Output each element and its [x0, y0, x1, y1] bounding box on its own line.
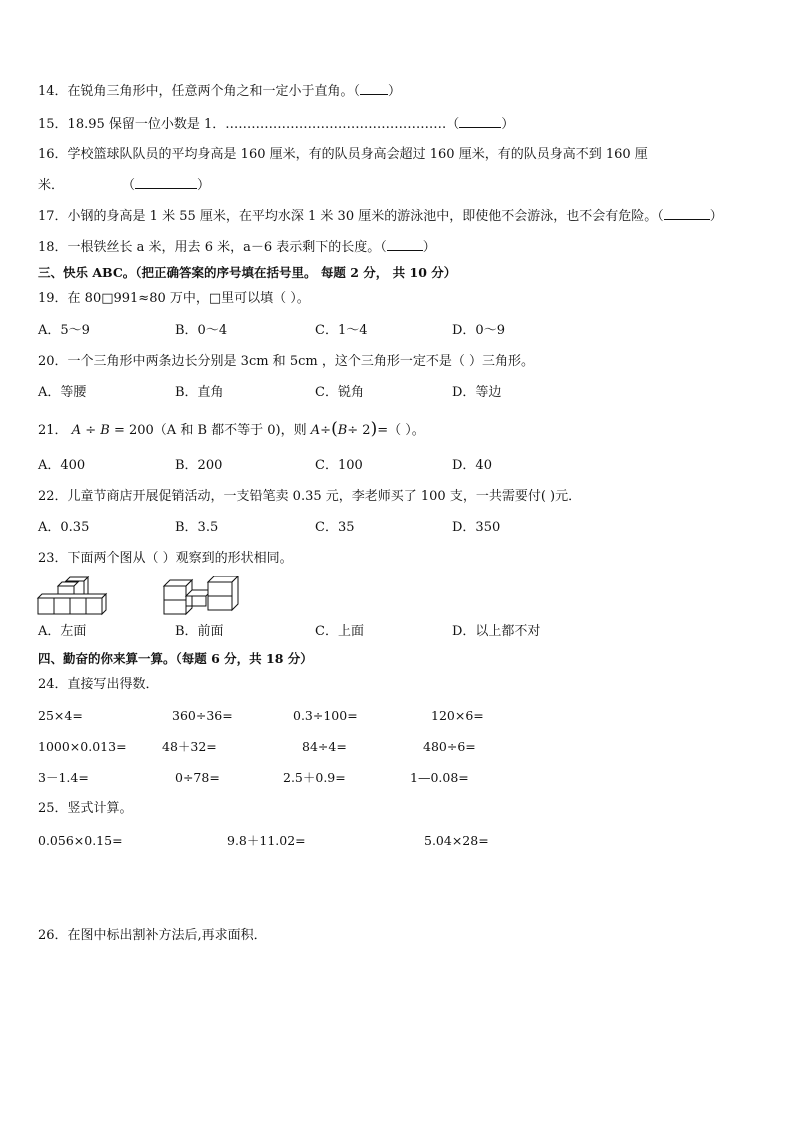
q22-option-c[interactable]: C．35 — [315, 520, 355, 535]
q23-option-d[interactable]: D．以上都不对 — [452, 624, 541, 639]
q22-option-a[interactable]: A．0.35 — [38, 520, 90, 535]
calc-item: 3－1.4= — [38, 770, 89, 785]
question-22: 22．儿童节商店开展促销活动，一支铅笔卖 0.35 元，李老师买了 100 支，一共需要付( )元． — [38, 489, 582, 504]
question-19: 19．在 80□991≈80 万中，□里可以填（ ）。 — [38, 291, 310, 306]
section-4-heading: 四、勤奋的你来算一算。（每题 6 分，共 18 分） — [38, 651, 313, 666]
question-14: 14．在锐角三角形中，任意两个角之和一定小于直角。（ ） — [38, 84, 402, 99]
q21-option-c[interactable]: C．100 — [315, 458, 363, 473]
q21-option-a[interactable]: A．400 — [38, 458, 86, 473]
question-15: 15．18.95 保留一位小数是 1．……………………………………………（ ） — [38, 117, 515, 132]
answer-blank[interactable] — [135, 176, 197, 189]
question-17: 17．小钢的身高是 1 米 55 厘米，在平均水深 1 米 30 厘米的游泳池中，即使他不会游泳，也不会有危险。（ ） — [38, 209, 723, 224]
calc-item: 2.5＋0.9= — [283, 770, 346, 785]
q20-option-b[interactable]: B．直角 — [175, 385, 224, 400]
q19-option-b[interactable]: B．0～4 — [175, 323, 228, 338]
question-18: 18．一根铁丝长 a 米，用去 6 米，a－6 表示剩下的长度。（ ） — [38, 240, 436, 255]
vertical-calc-item: 0.056×0.15= — [38, 833, 123, 848]
question-16-line-2: 米． （ ） — [38, 178, 211, 193]
q23-option-a[interactable]: A．左面 — [38, 624, 87, 639]
answer-blank[interactable] — [360, 82, 388, 95]
question-20: 20．一个三角形中两条边长分别是 3cm 和 5cm ，这个三角形一定不是（ ）三角形。 — [38, 354, 534, 369]
question-16-text: 16．学校篮球队队员的平均身高是 160 厘米，有的队员身高会超过 160 厘米，有的队员身高不到 160 厘 — [38, 147, 648, 162]
calc-item: 0÷78= — [175, 770, 220, 785]
cube-figure-2 — [162, 576, 242, 616]
answer-blank[interactable] — [664, 207, 710, 220]
question-23: 23．下面两个图从（ ）观察到的形状相同。 — [38, 551, 293, 566]
question-14-text: 14．在锐角三角形中，任意两个角之和一定小于直角。（ — [38, 84, 361, 99]
answer-blank[interactable] — [387, 238, 423, 251]
vertical-calc-item: 9.8＋11.02= — [227, 833, 306, 848]
question-18-text: 18．一根铁丝长 a 米，用去 6 米，a－6 表示剩下的长度。（ — [38, 240, 387, 255]
cube-figure-1 — [36, 576, 110, 616]
q20-option-a[interactable]: A．等腰 — [38, 385, 87, 400]
q21-option-b[interactable]: B．200 — [175, 458, 223, 473]
q23-option-b[interactable]: B．前面 — [175, 624, 224, 639]
calc-item: 480÷6= — [423, 739, 476, 754]
q19-option-c[interactable]: C．1～4 — [315, 323, 368, 338]
calc-item: 48＋32= — [162, 739, 217, 754]
question-16-line-1 — [38, 146, 648, 164]
calc-item: 84÷4= — [302, 739, 347, 754]
q20-option-d[interactable]: D．等边 — [452, 385, 502, 400]
question-15-text: 15．18.95 保留一位小数是 1．……………………………………………（ — [38, 117, 460, 132]
calc-item: 360÷36= — [172, 708, 233, 723]
calc-item: 120×6= — [431, 708, 484, 723]
calc-item: 0.3÷100= — [293, 708, 358, 723]
q20-option-c[interactable]: C．锐角 — [315, 385, 364, 400]
question-21: 21． A ÷ B = 200（A 和 B 都不等于 0)，则 A÷(B÷ 2)=（ ）。 — [38, 419, 425, 439]
q21-option-d[interactable]: D．40 — [452, 458, 492, 473]
calc-item: 25×4= — [38, 708, 83, 723]
calc-item: 1000×0.013= — [38, 739, 127, 754]
question-17-text: 17．小钢的身高是 1 米 55 厘米，在平均水深 1 米 30 厘米的游泳池中，即使他不会游泳，也不会有危险。（ — [38, 209, 664, 224]
q22-option-d[interactable]: D．350 — [452, 520, 501, 535]
q19-option-d[interactable]: D．0～9 — [452, 323, 505, 338]
section-3-heading: 三、快乐 ABC。（把正确答案的序号填在括号里。 每题 2 分， 共 10 分） — [38, 265, 457, 280]
q19-option-a[interactable]: A．5～9 — [38, 323, 90, 338]
vertical-calc-item: 5.04×28= — [424, 833, 489, 848]
question-25: 25．竖式计算。 — [38, 801, 133, 816]
answer-blank[interactable] — [459, 115, 501, 128]
q22-option-b[interactable]: B．3.5 — [175, 520, 219, 535]
q23-option-c[interactable]: C．上面 — [315, 624, 364, 639]
question-24: 24．直接写出得数． — [38, 677, 159, 692]
question-26: 26．在图中标出割补方法后,再求面积． — [38, 928, 267, 943]
calc-item: 1—0.08= — [410, 770, 469, 785]
